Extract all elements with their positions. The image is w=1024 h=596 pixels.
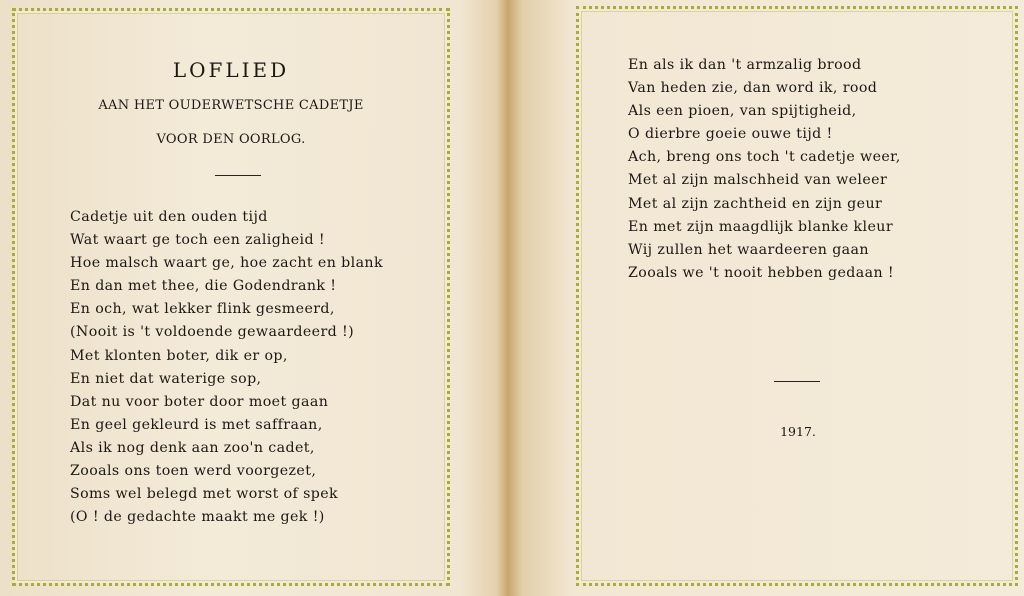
- poem-line: Als ik nog denk aan zoo'n cadet,: [70, 439, 315, 456]
- poem-line: Met klonten boter, dik er op,: [70, 347, 288, 364]
- poem-line: Zooals ons toen werd voorgezet,: [70, 463, 317, 480]
- poem-line: Cadetje uit den ouden tijd: [70, 209, 268, 225]
- poem-line: (O ! de gedachte maakt me gek !): [70, 509, 325, 526]
- poem-line: En als ik dan 't armzalig brood: [628, 57, 862, 73]
- poem-line: Ach, breng ons toch 't cadetje weer,: [628, 149, 901, 166]
- poem-line: En och, wat lekker flink gesmeerd,: [70, 301, 335, 318]
- poem-line: En geel gekleurd is met saffraan,: [70, 416, 323, 433]
- poem-line: Wij zullen het waardeeren gaan: [628, 241, 869, 258]
- poem-line: O dierbre goeie ouwe tijd !: [628, 126, 833, 143]
- poem-line: Soms wel belegd met worst of spek: [70, 486, 339, 503]
- poem-line: Wat waart ge toch een zaligheid !: [70, 232, 325, 249]
- title-divider: [215, 175, 261, 176]
- poem-line: (Nooit is 't voldoende gewaardeerd !): [70, 324, 355, 341]
- poem-line: En met zijn maagdlijk blanke kleur: [628, 218, 894, 235]
- poem-line: Zooals we 't nooit hebben gedaan !: [628, 264, 895, 281]
- poem-line: Met al zijn malschheid van weleer: [628, 172, 888, 189]
- poem-line: Met al zijn zachtheid en zijn geur: [628, 195, 883, 212]
- poem-line: Dat nu voor boter door moet gaan: [70, 393, 329, 410]
- poem-year: 1917.: [780, 424, 816, 439]
- poem-subtitle-line1: AAN HET OUDERWETSCHE CADETJE: [98, 98, 364, 113]
- poem-line: Van heden zie, dan word ik, rood: [628, 80, 878, 97]
- right-stanza: [628, 54, 901, 285]
- poem-line: En dan met thee, die Godendrank !: [70, 278, 337, 295]
- poem-line: Hoe malsch waart ge, hoe zacht en blank: [70, 255, 383, 272]
- left-stanza: [70, 206, 383, 529]
- closing-divider: [774, 381, 820, 382]
- poem-subtitle-line2: VOOR DEN OORLOG.: [156, 132, 306, 147]
- poem-title: LOFLIED: [172, 58, 290, 82]
- poem-line: Als een pioen, van spijtigheid,: [628, 103, 857, 120]
- poem-line: En niet dat waterige sop,: [70, 370, 262, 387]
- left-page: [0, 0, 500, 596]
